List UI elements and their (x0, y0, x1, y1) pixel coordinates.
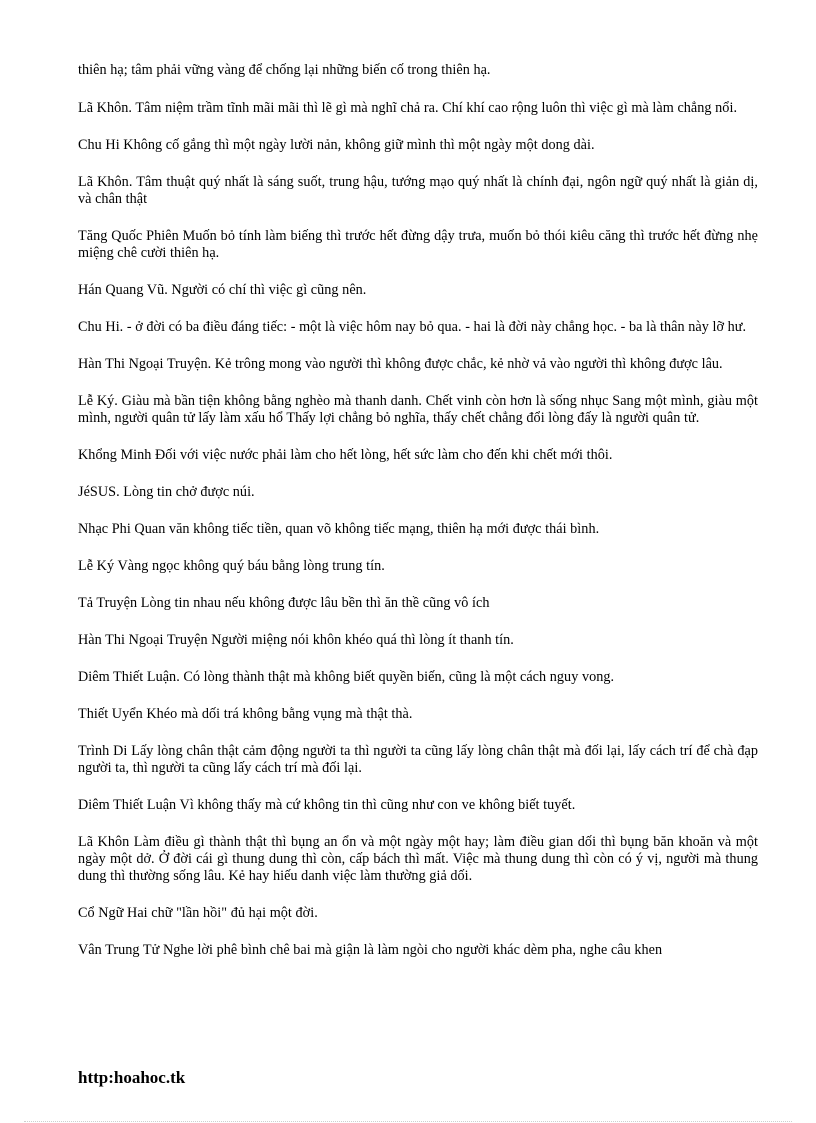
paragraph: Tả Truyện Lòng tin nhau nếu không được lâu bền thì ăn thề cũng vô ích (78, 595, 490, 611)
paragraph: Nhạc Phi Quan văn không tiếc tiền, quan võ không tiếc mạng, thiên hạ mới được thái bình. (78, 521, 600, 537)
paragraph: Cổ Ngữ Hai chữ "lần hồi" đủ hại một đời. (78, 905, 318, 921)
paragraph: Chu Hi Không cố gắng thì một ngày lười nản, không giữ mình thì một ngày một dong dài. (78, 137, 595, 153)
paragraph: Khổng Minh Đối với việc nước phải làm cho hết lòng, hết sức làm cho đến khi chết mới thôi. (78, 447, 613, 463)
paragraph: Diêm Thiết Luận Vì không thấy mà cứ không tin thì cũng như con ve không biết tuyết. (78, 797, 576, 813)
paragraph: Tăng Quốc Phiên Muốn bỏ tính làm biếng thì trước hết đừng dậy trưa, muốn bỏ thói kiêu căng thì trước hết đừng nhẹ miệng chê cười thiên hạ. (78, 228, 758, 261)
paragraph: thiên hạ; tâm phải vững vàng để chống lại những biến cố trong thiên hạ. (78, 62, 491, 78)
paragraph: Trình Di Lấy lòng chân thật cảm động người ta thì người ta cũng lấy lòng chân thật mà đối lại, lấy cách trí để chà đạp người ta, thì người ta cũng lấy cách trí mà đối lại. (78, 743, 758, 776)
document-body (78, 62, 758, 979)
paragraph: Hàn Thi Ngoại Truyện. Kẻ trông mong vào người thì không được chắc, kẻ nhờ vả vào người thì không được lâu. (78, 356, 723, 372)
footer-url: http:hoahoc.tk (78, 1068, 186, 1087)
paragraph: Vân Trung Tử Nghe lời phê bình chê bai mà giận là làm ngòi cho người khác dèm pha, nghe câu khen (78, 942, 663, 958)
paragraph: Hàn Thi Ngoại Truyện Người miệng nói khôn khéo quá thì lòng ít thanh tín. (78, 632, 514, 648)
paragraph: Lã Khôn Làm điều gì thành thật thì bụng an ổn và một ngày một hay; làm điều gian dối thì bụng băn khoăn và một ngày một dở. Ở đời cái gì thung dung thì còn, cấp bách thì mất. Việc mà thung dung thì còn có ý vị, người mà thung dung thì thường sống lâu. Kẻ hay hiếu danh việc làm thường giả dối. (78, 834, 758, 884)
paragraph: Chu Hi. - ở đời có ba điều đáng tiếc: - một là việc hôm nay bỏ qua. - hai là đời này chẳng học. - ba là thân này lỡ hư. (78, 319, 747, 335)
paragraph: Lễ Ký. Giàu mà bần tiện không bằng nghèo mà thanh danh. Chết vinh còn hơn là sống nhục Sang một mình, giàu một mình, người quân tử lấy làm xấu hổ Thấy lợi chẳng bỏ nghĩa, thấy chết chẳng đổi lòng đấy là người quân tử. (78, 393, 758, 426)
paragraph: Thiết Uyển Khéo mà dối trá không bằng vụng mà thật thà. (78, 706, 413, 722)
paragraph: Lễ Ký Vàng ngọc không quý báu bằng lòng trung tín. (78, 558, 385, 574)
paragraph: Hán Quang Vũ. Người có chí thì việc gì cũng nên. (78, 282, 367, 298)
paragraph: Diêm Thiết Luận. Có lòng thành thật mà không biết quyền biến, cũng là một cách nguy vong. (78, 669, 615, 685)
paragraph: JéSUS. Lòng tin chở được núi. (78, 484, 255, 500)
paragraph: Lã Khôn. Tâm thuật quý nhất là sáng suốt, trung hậu, tướng mạo quý nhất là chính đại, ngôn ngữ quý nhất là giản dị, và chân thật (78, 174, 758, 207)
paragraph: Lã Khôn. Tâm niệm trầm tĩnh mãi mãi thì lẽ gì mà nghĩ chả ra. Chí khí cao rộng luôn thì việc gì mà làm chẳng nổi. (78, 100, 738, 116)
page-bottom-divider (24, 1121, 792, 1122)
